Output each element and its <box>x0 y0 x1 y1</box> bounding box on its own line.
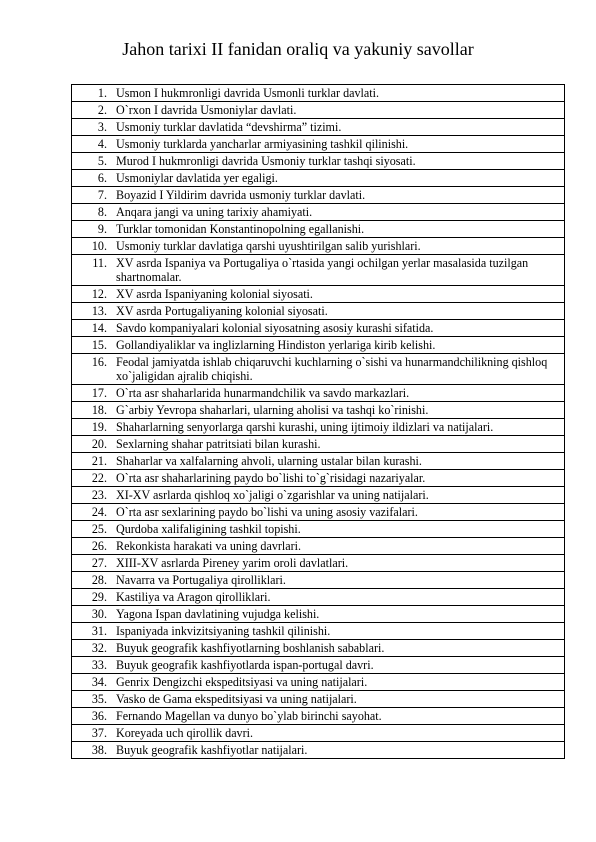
question-text: Usmoniy turklarda yancharlar armiyasining tashkil qilinishi. <box>112 136 565 153</box>
question-row <box>72 286 565 303</box>
question-row <box>72 487 565 504</box>
question-text: Usmon I hukmronligi davrida Usmonli turklar davlati. <box>112 85 565 102</box>
question-row <box>72 337 565 354</box>
question-row <box>72 606 565 623</box>
question-row <box>72 419 565 436</box>
question-row <box>72 102 565 119</box>
questions-table <box>71 84 565 759</box>
question-number: 12. <box>72 286 113 303</box>
question-number: 27. <box>72 555 113 572</box>
question-text: Sexlarning shahar patritsiati bilan kurashi. <box>112 436 565 453</box>
question-text: Usmoniylar davlatida yer egaligi. <box>112 170 565 187</box>
question-text: Usmoniy turklar davlatiga qarshi uyushtirilgan salib yurishlari. <box>112 238 565 255</box>
question-text: Turklar tomonidan Konstantinopolning egallanishi. <box>112 221 565 238</box>
question-text: Navarra va Portugaliya qirolliklari. <box>112 572 565 589</box>
question-row <box>72 640 565 657</box>
question-text: Shaharlarning senyorlarga qarshi kurashi, uning ijtimoiy ildizlari va natijalari. <box>112 419 565 436</box>
question-number: 33. <box>72 657 113 674</box>
question-row <box>72 453 565 470</box>
question-number: 24. <box>72 504 113 521</box>
question-text: XV asrda Portugaliyaning kolonial siyosati. <box>112 303 565 320</box>
question-number: 32. <box>72 640 113 657</box>
questions-table-body <box>72 85 565 759</box>
question-row <box>72 572 565 589</box>
question-row <box>72 470 565 487</box>
question-number: 20. <box>72 436 113 453</box>
question-text: XV asrda Ispaniya va Portugaliya o`rtasida yangi ochilgan yerlar masalasida tuzilgan shartnomalar. <box>112 255 565 286</box>
question-number: 9. <box>72 221 113 238</box>
question-row <box>72 153 565 170</box>
question-number: 31. <box>72 623 113 640</box>
question-row <box>72 303 565 320</box>
question-number: 26. <box>72 538 113 555</box>
question-number: 28. <box>72 572 113 589</box>
question-number: 34. <box>72 674 113 691</box>
question-text: XV asrda Ispaniyaning kolonial siyosati. <box>112 286 565 303</box>
question-text: O`rta asr shaharlarining paydo bo`lishi to`g`risidagi nazariyalar. <box>112 470 565 487</box>
question-number: 19. <box>72 419 113 436</box>
question-row <box>72 354 565 385</box>
question-number: 3. <box>72 119 113 136</box>
question-number: 22. <box>72 470 113 487</box>
question-row <box>72 708 565 725</box>
question-number: 36. <box>72 708 113 725</box>
question-number: 6. <box>72 170 113 187</box>
question-text: Vasko de Gama ekspeditsiyasi va uning natijalari. <box>112 691 565 708</box>
question-row <box>72 204 565 221</box>
question-row <box>72 238 565 255</box>
question-number: 21. <box>72 453 113 470</box>
question-row <box>72 691 565 708</box>
question-text: Kastiliya va Aragon qirolliklari. <box>112 589 565 606</box>
question-row <box>72 555 565 572</box>
question-number: 10. <box>72 238 113 255</box>
question-row <box>72 589 565 606</box>
question-text: Buyuk geografik kashfiyotlarning boshlanish sabablari. <box>112 640 565 657</box>
question-text: XI-XV asrlarda qishloq xo`jaligi o`zgarishlar va uning natijalari. <box>112 487 565 504</box>
question-row <box>72 674 565 691</box>
question-row <box>72 255 565 286</box>
question-row <box>72 436 565 453</box>
question-text: Ispaniyada inkvizitsiyaning tashkil qilinishi. <box>112 623 565 640</box>
question-text: Yagona Ispan davlatining vujudga kelishi. <box>112 606 565 623</box>
question-text: Rekonkista harakati va uning davrlari. <box>112 538 565 555</box>
question-row <box>72 521 565 538</box>
question-text: Gollandiyaliklar va inglizlarning Hindiston yerlariga kirib kelishi. <box>112 337 565 354</box>
question-number: 37. <box>72 725 113 742</box>
question-text: Feodal jamiyatda ishlab chiqaruvchi kuchlarning o`sishi va hunarmandchilikning qishloq xo`jaligidan ajralib chiqishi. <box>112 354 565 385</box>
question-text: XIII-XV asrlarda Pireney yarim oroli davlatlari. <box>112 555 565 572</box>
question-text: Genrix Dengizchi ekspeditsiyasi va uning natijalari. <box>112 674 565 691</box>
question-text: Usmoniy turklar davlatida “devshirma” tizimi. <box>112 119 565 136</box>
question-number: 29. <box>72 589 113 606</box>
question-text: Buyuk geografik kashfiyotlarda ispan-portugal davri. <box>112 657 565 674</box>
question-number: 15. <box>72 337 113 354</box>
question-number: 25. <box>72 521 113 538</box>
question-text: Savdo kompaniyalari kolonial siyosatning asosiy kurashi sifatida. <box>112 320 565 337</box>
question-number: 17. <box>72 385 113 402</box>
question-text: Shaharlar va xalfalarning ahvoli, ularning ustalar bilan kurashi. <box>112 453 565 470</box>
question-row <box>72 221 565 238</box>
question-row <box>72 170 565 187</box>
question-number: 18. <box>72 402 113 419</box>
question-row <box>72 725 565 742</box>
question-row <box>72 320 565 337</box>
question-text: Koreyada uch qirollik davri. <box>112 725 565 742</box>
question-text: Fernando Magellan va dunyo bo`ylab birinchi sayohat. <box>112 708 565 725</box>
question-number: 7. <box>72 187 113 204</box>
question-text: O`rta asr sexlarining paydo bo`lishi va uning asosiy vazifalari. <box>112 504 565 521</box>
question-number: 11. <box>72 255 113 286</box>
question-text: Boyazid I Yildirim davrida usmoniy turklar davlati. <box>112 187 565 204</box>
question-number: 38. <box>72 742 113 759</box>
question-row <box>72 742 565 759</box>
question-number: 5. <box>72 153 113 170</box>
question-number: 1. <box>72 85 113 102</box>
question-row <box>72 385 565 402</box>
question-number: 8. <box>72 204 113 221</box>
question-text: Buyuk geografik kashfiyotlar natijalari. <box>112 742 565 759</box>
question-row <box>72 119 565 136</box>
question-number: 2. <box>72 102 113 119</box>
question-row <box>72 504 565 521</box>
question-text: O`rta asr shaharlarida hunarmandchilik va savdo markazlari. <box>112 385 565 402</box>
question-number: 13. <box>72 303 113 320</box>
question-text: Qurdoba xalifaligining tashkil topishi. <box>112 521 565 538</box>
question-text: G`arbiy Yevropa shaharlari, ularning aholisi va tashqi ko`rinishi. <box>112 402 565 419</box>
question-text: O`rxon I davrida Usmoniylar davlati. <box>112 102 565 119</box>
question-row <box>72 657 565 674</box>
question-number: 30. <box>72 606 113 623</box>
question-row <box>72 623 565 640</box>
question-text: Anqara jangi va uning tarixiy ahamiyati. <box>112 204 565 221</box>
question-text: Murod I hukmronligi davrida Usmoniy turklar tashqi siyosati. <box>112 153 565 170</box>
question-row <box>72 136 565 153</box>
question-row <box>72 538 565 555</box>
question-row <box>72 187 565 204</box>
question-number: 35. <box>72 691 113 708</box>
question-number: 23. <box>72 487 113 504</box>
question-number: 14. <box>72 320 113 337</box>
question-row <box>72 85 565 102</box>
question-number: 4. <box>72 136 113 153</box>
question-row <box>72 402 565 419</box>
page-title: Jahon tarixi II fanidan oraliq va yakuniy savollar <box>122 39 474 59</box>
question-number: 16. <box>72 354 113 385</box>
